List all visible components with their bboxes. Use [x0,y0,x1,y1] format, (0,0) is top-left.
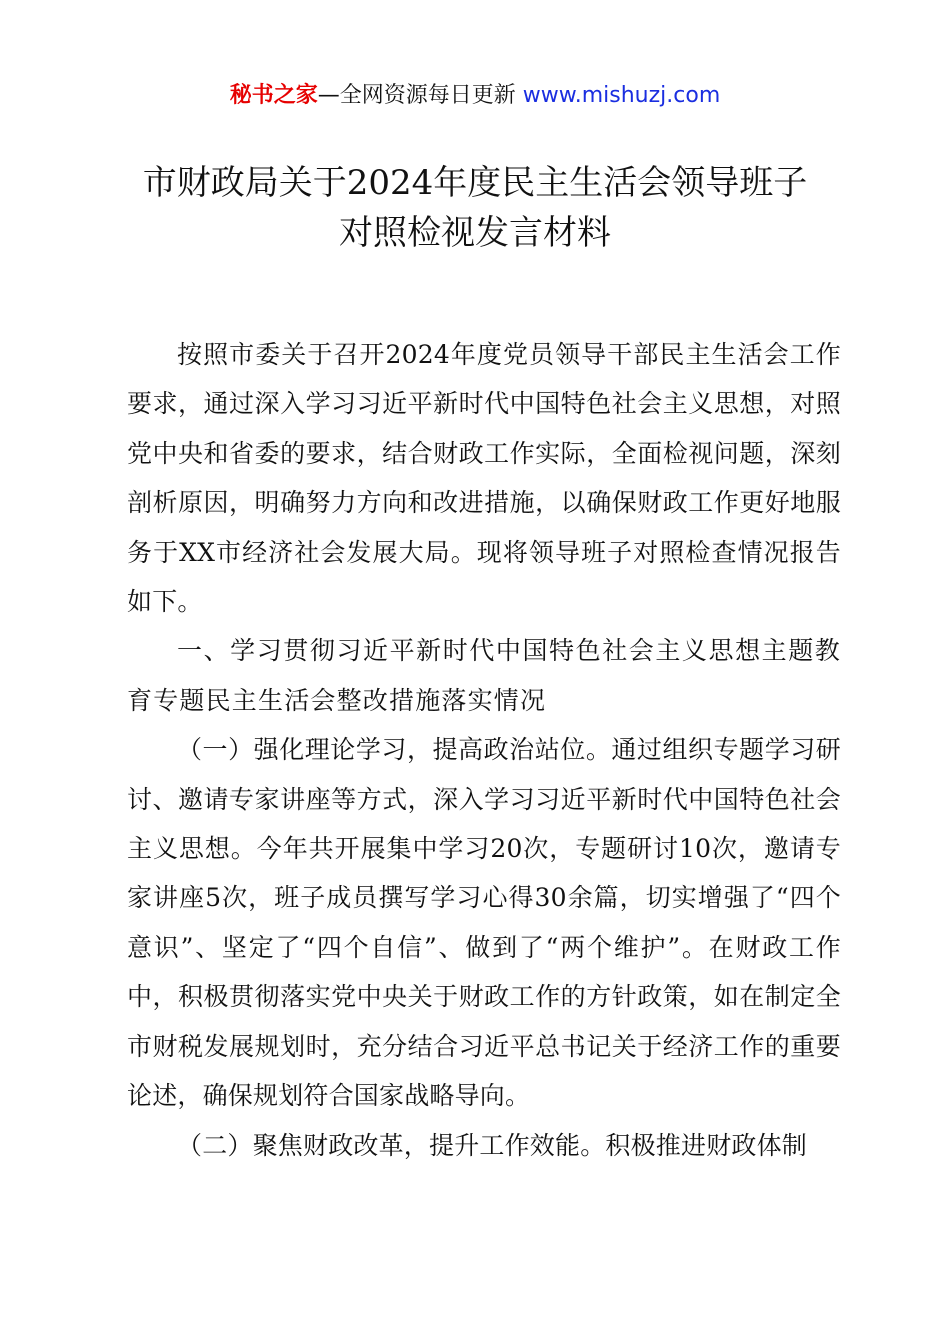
site-slogan: —全网资源每日更新 [317,83,516,108]
intro-paragraph: 按照市委关于召开2024年度党员领导干部民主生活会工作要求，通过深入学习习近平新时代中国特色社会主义思想，对照党中央和省委的要求，结合财政工作实际，全面检视问题，深刻剖析原因，明确努力方向和改进措施，以确保财政工作更好地服务于XX市经济社会发展大局。现将领导班子对照检查情况报告如下。 [127,340,841,617]
site-url-link[interactable]: www.mishuzj.com [522,83,721,108]
site-brand: 秘书之家 [229,83,318,108]
subsection-paragraph-2: （二）聚焦财政改革，提升工作效能。积极推进财政体制 [177,1130,808,1160]
site-header [0,80,950,112]
document-title [0,158,950,258]
subsection-paragraph-1: （一）强化理论学习，提高政治站位。通过组织专题学习研讨、邀请专家讲座等方式，深入学习习近平新时代中国特色社会主义思想。今年共开展集中学习20次，专题研讨10次，邀请专家讲座5次，班子成员撰写学习心得30余篇，切实增强了“四个意识”、坚定了“四个自信”、做到了“两个维护”。在财政工作中，积极贯彻落实党中央关于财政工作的方针政策，如在制定全市财税发展规划时，充分结合习近平总书记关于经济工作的重要论述，确保规划符合国家战略导向。 [127,735,841,1111]
section-heading-1: 一、学习贯彻习近平新时代中国特色社会主义思想主题教育专题民主生活会整改措施落实情况 [127,636,841,715]
title-line-1: 市财政局关于2024年度民主生活会领导班子 [142,163,808,203]
document-body [127,330,841,1170]
title-line-2: 对照检视发言材料 [339,213,611,253]
